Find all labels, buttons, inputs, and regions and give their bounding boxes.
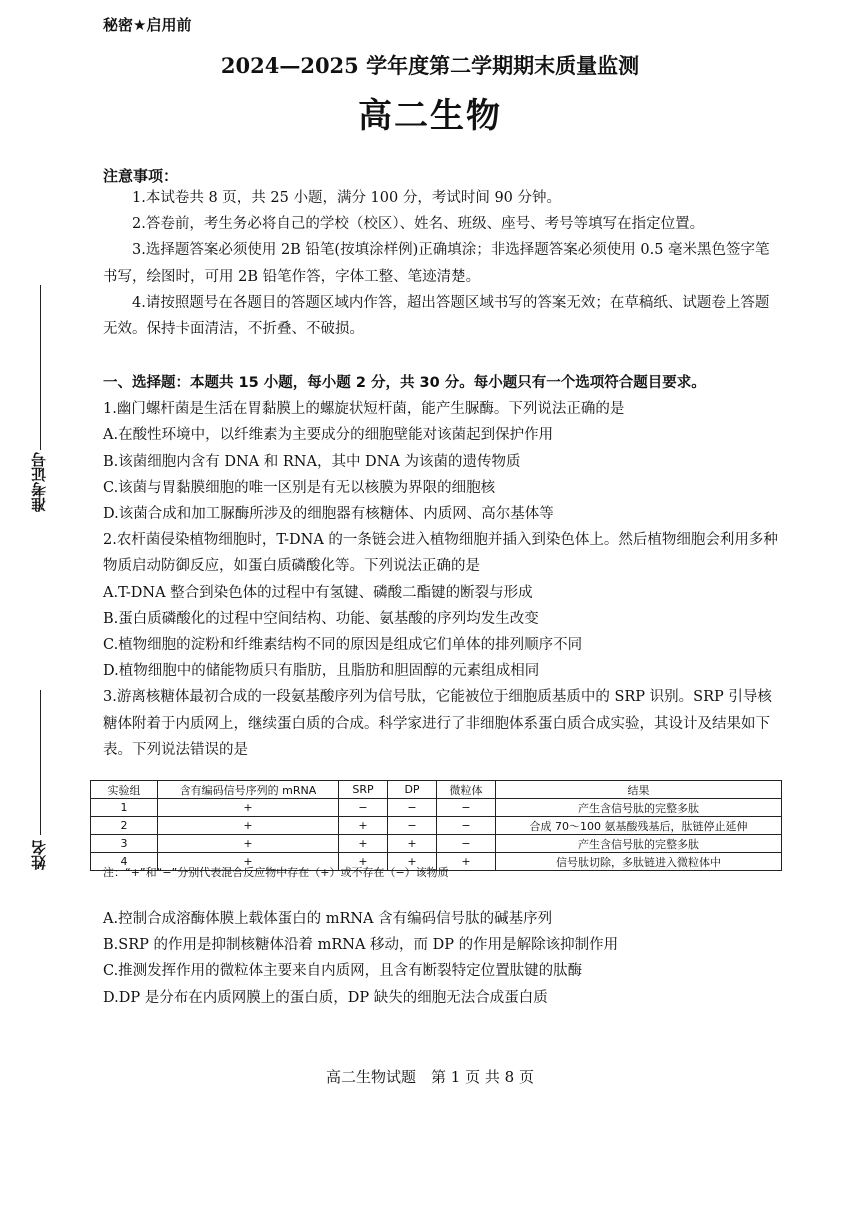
q1-option-b: B.该菌细胞内含有 DNA 和 RNA，其中 DNA 为该菌的遗传物质 — [103, 453, 521, 470]
table-cell: 产生含信号肽的完整多肽 — [496, 835, 782, 853]
q1-option-d: D.该菌合成和加工脲酶所涉及的细胞器有核糖体、内质网、高尔基体等 — [103, 506, 554, 523]
table-header: 实验组 — [91, 781, 158, 799]
table-cell: 3 — [91, 835, 158, 853]
subject-title: 高二生物 — [358, 96, 502, 136]
table-cell: + — [158, 835, 339, 853]
table-row — [91, 799, 782, 817]
table-cell: + — [158, 817, 339, 835]
questions-block — [103, 370, 783, 763]
q1-option-a: A.在酸性环境中，以纤维素为主要成分的细胞壁能对该菌起到保护作用 — [103, 427, 554, 444]
table-cell: + — [339, 835, 388, 853]
table-cell: − — [339, 799, 388, 817]
q3-option-b: B.SRP 的作用是抑制核糖体沿着 mRNA 移动，而 DP 的作用是解除该抑制作用 — [103, 937, 619, 954]
table-cell: + — [158, 853, 339, 871]
table-row — [91, 817, 782, 835]
table-header: DP — [388, 781, 437, 799]
note-item: 2.答卷前，考生务必将自己的学校（校区）、姓名、班级、座号、考号等填写在指定位置。 — [132, 216, 705, 233]
table-header: 微粒体 — [437, 781, 496, 799]
exam-number-line — [40, 285, 41, 450]
notes-list — [103, 185, 783, 342]
confidential-mark: 秘密★启用前 — [103, 16, 192, 34]
table-cell: + — [388, 835, 437, 853]
name-line — [40, 690, 41, 835]
table-note: 注：“+”和“−”分别代表混合反应物中存在（+）或不存在（−）该物质 — [103, 866, 449, 879]
table-cell: 产生含信号肽的完整多肽 — [496, 799, 782, 817]
table-cell: 合成 70～100 氨基酸残基后，肽链停止延伸 — [496, 817, 782, 835]
table-header-row — [91, 781, 782, 799]
notes-heading: 注意事项： — [103, 167, 179, 185]
table-cell: + — [437, 853, 496, 871]
q3-option-a: A.控制合成溶酶体膜上载体蛋白的 mRNA 含有编码信号肽的碱基序列 — [103, 911, 553, 927]
q2-option-c: C.植物细胞的淀粉和纤维素结构不同的原因是组成它们单体的排列顺序不同 — [103, 637, 583, 654]
table-header: 含有编码信号序列的 mRNA — [158, 781, 339, 799]
note-item: 3.选择题答案必须使用 2B 铅笔(按填涂样例)正确填涂；非选择题答案必须使用 0.5 毫米黑色签字笔书写，绘图时，可用 2B 铅笔作答，字体工整、笔迹清楚。 — [103, 242, 770, 285]
q1-option-c: C.该菌与胃黏膜细胞的唯一区别是有无以核膜为界限的细胞核 — [103, 479, 496, 496]
table-cell: + — [158, 799, 339, 817]
exam-title: 2024—2025 学年度第二学期期末质量监测 — [220, 53, 640, 78]
table-cell: − — [388, 799, 437, 817]
experiment-table — [90, 780, 782, 871]
name-label: 姓名 — [30, 840, 48, 870]
q2-option-b: B.蛋白质磷酸化的过程中空间结构、功能、氨基酸的序列均发生改变 — [103, 610, 539, 627]
table-cell: − — [388, 817, 437, 835]
table-row — [91, 835, 782, 853]
table-cell: 信号肽切除，多肽链进入微粒体中 — [496, 853, 782, 871]
table-cell: 4 — [91, 853, 158, 871]
q1-stem: 1.幽门螺杆菌是生活在胃黏膜上的螺旋状短杆菌，能产生脲酶。下列说法正确的是 — [103, 401, 625, 418]
exam-number-label: 准考证号 — [30, 452, 48, 512]
table-cell: − — [437, 799, 496, 817]
q3-option-c: C.推测发挥作用的微粒体主要来自内质网，且含有断裂特定位置肽键的肽酶 — [103, 963, 583, 980]
q2-option-d: D.植物细胞中的储能物质只有脂肪，且脂肪和胆固醇的元素组成相同 — [103, 663, 540, 680]
section-heading: 一、选择题：本题共 15 小题，每小题 2 分，共 30 分。每小题只有一个选项符合题目要求。 — [103, 375, 706, 391]
q3-options — [103, 906, 783, 1011]
table-cell: 1 — [91, 799, 158, 817]
table-cell: + — [388, 853, 437, 871]
table-header: 结果 — [496, 781, 782, 799]
table-cell: + — [339, 853, 388, 871]
table-cell: − — [437, 835, 496, 853]
table-header: SRP — [339, 781, 388, 799]
q3-option-d: D.DP 是分布在内质网膜上的蛋白质，DP 缺失的细胞无法合成蛋白质 — [103, 989, 548, 1006]
q3-stem: 3.游离核糖体最初合成的一段氨基酸序列为信号肽，它能被位于细胞质基质中的 SRP 识别。SRP 引导核糖体附着于内质网上，继续蛋白质的合成。科学家进行了非细胞体系蛋白质合成实验，其设计及结果如下表。下列说法错误的是 — [103, 689, 772, 758]
table-cell: + — [339, 817, 388, 835]
note-item: 4.请按照题号在各题目的答题区域内作答，超出答题区域书写的答案无效；在草稿纸、试题卷上答题无效。保持卡面清洁，不折叠、不破损。 — [103, 294, 770, 338]
table-cell: 2 — [91, 817, 158, 835]
q2-option-a: A.T-DNA 整合到染色体的过程中有氢键、磷酸二酯键的断裂与形成 — [103, 584, 533, 601]
page-footer: 高二生物试题 第 1 页 共 8 页 — [326, 1068, 534, 1086]
q2-stem: 2.农杆菌侵染植物细胞时，T-DNA 的一条链会进入植物细胞并插入到染色体上。然后植物细胞会利用多种物质启动防御反应，如蛋白质磷酸化等。下列说法正确的是 — [103, 532, 778, 575]
note-item: 1.本试卷共 8 页，共 25 小题，满分 100 分，考试时间 90 分钟。 — [132, 190, 562, 206]
table-cell: − — [437, 817, 496, 835]
